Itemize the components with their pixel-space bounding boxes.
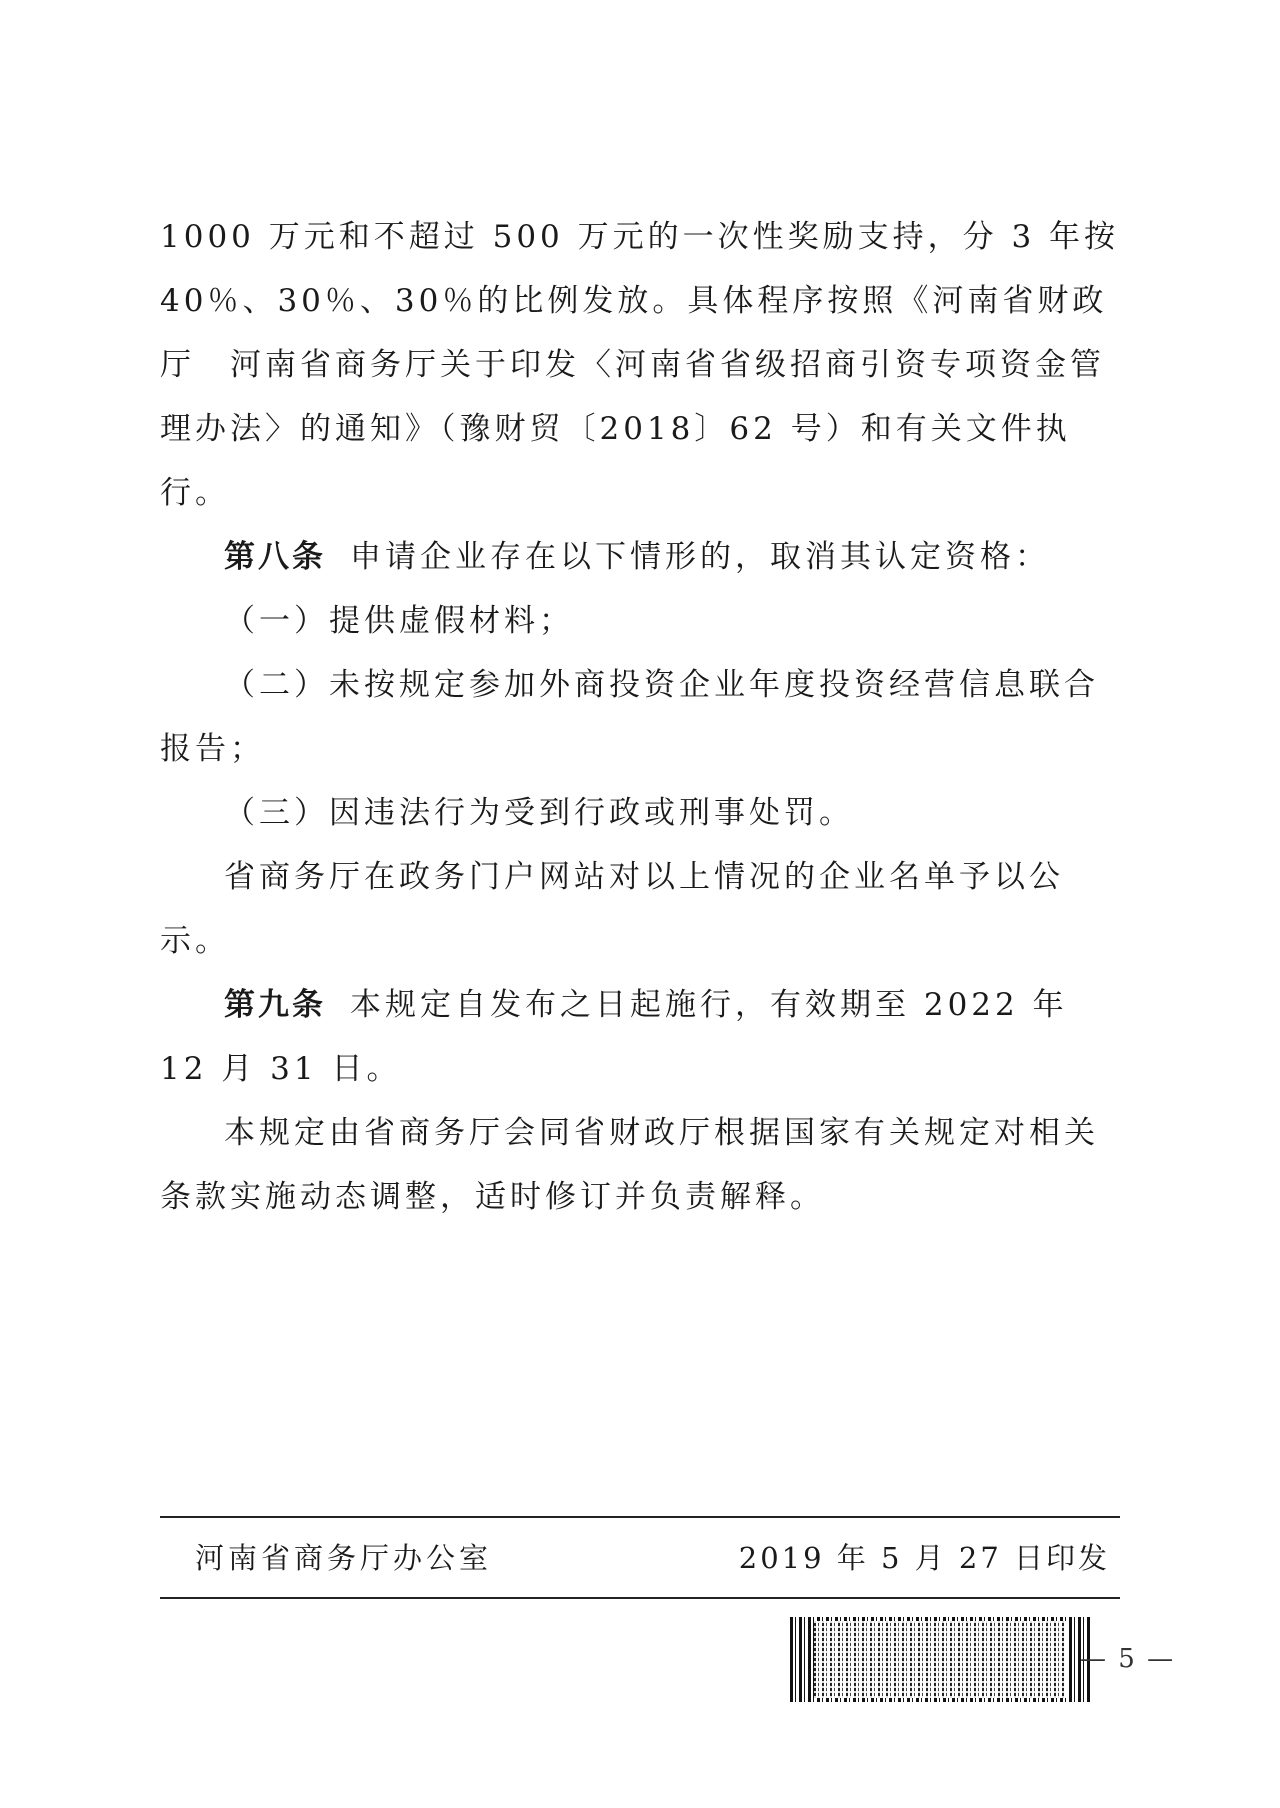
list-item-2: （二）未按规定参加外商投资企业年度投资经营信息联合报告； [160, 667, 1099, 767]
barcode-pattern [814, 1621, 1066, 1698]
article-9 [160, 973, 1120, 1101]
footer-issuer: 河南省商务厅办公室 [195, 1541, 493, 1575]
footer-bottom-rule [160, 1597, 1120, 1599]
article-9-title: 第九条 [224, 987, 326, 1023]
article-9-text: 本规定自发布之日起施行，有效期至 2022 年 12 月 31 日。 [160, 987, 1068, 1087]
footer-top-rule [160, 1516, 1120, 1518]
paragraph-award: 1000 万元和不超过 500 万元的一次性奖励支持，分 3 年按 40％、30％、30％的比例发放。具体程序按照《河南省财政厅 河南省商务厅关于印发〈河南省省级招商引资专项资金管理办法〉的通知》（豫财贸〔2018〕62 号）和有关文件执行。 [160, 219, 1120, 511]
page-number: — 5 — [1080, 1644, 1176, 1674]
list-item-3: （三）因违法行为受到行政或刑事处罚。 [224, 795, 854, 831]
article-8 [160, 525, 1120, 589]
paragraph-closing: 本规定由省商务厅会同省财政厅根据国家有关规定对相关条款实施动态调整，适时修订并负责解释。 [160, 1115, 1099, 1215]
barcode-image [790, 1617, 1090, 1702]
article-8-text: 申请企业存在以下情形的，取消其认定资格： [350, 539, 1050, 575]
list-item-1: （一）提供虚假材料； [224, 603, 574, 639]
document-body [160, 205, 1120, 1229]
article-8-title: 第八条 [224, 539, 326, 575]
footer-date: 2019 年 5 月 27 日印发 [738, 1541, 1110, 1575]
paragraph-publicity: 省商务厅在政务门户网站对以上情况的企业名单予以公示。 [160, 859, 1064, 959]
